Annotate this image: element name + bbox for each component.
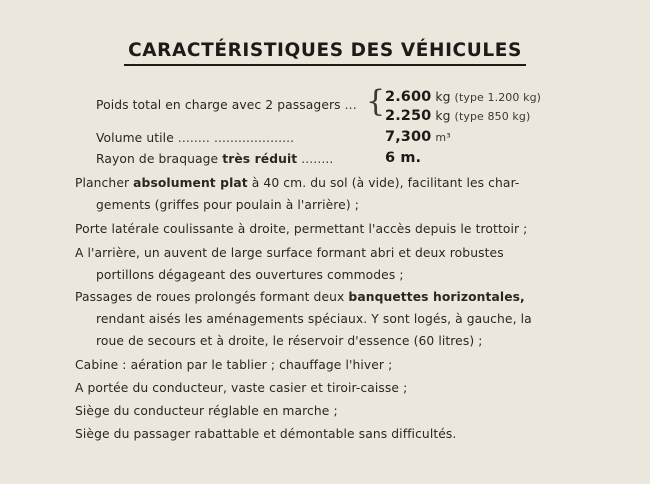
volume-value: 7,300 <box>385 129 432 145</box>
weight-value-1: 2.600 <box>385 89 432 105</box>
floor-line-2: gements (griffes pour poulain à l'arrière) ; <box>96 198 359 212</box>
brace-icon: { <box>366 84 386 119</box>
volume-leader: ........ .................... <box>177 131 295 145</box>
passenger-seat-line: Siège du passager rabattable et démontable sans difficultés. <box>75 427 457 441</box>
weight-unit-1: kg <box>435 90 451 104</box>
radius-leader: ........ <box>301 152 334 166</box>
volume-value-line <box>385 129 451 145</box>
weight-value-2-line <box>385 108 530 124</box>
door-line: Porte latérale coulissante à droite, permettant l'accès depuis le trottoir ; <box>75 222 528 236</box>
driver-seat-line: Siège du conducteur réglable en marche ; <box>75 404 338 418</box>
radius-value-line <box>385 150 421 166</box>
weight-label: Poids total en charge avec 2 passagers <box>96 98 341 112</box>
weight-leader: ... <box>344 98 357 112</box>
volume-unit: m³ <box>435 131 451 144</box>
rear-line-1: A l'arrière, un auvent de large surface formant abri et deux robustes <box>75 246 504 260</box>
weight-note-2: (type 850 kg) <box>454 110 531 123</box>
radius-label-a: Rayon de braquage <box>96 152 219 166</box>
floor-line-1: Plancher absolument plat à 40 cm. du sol (à vide), facilitant les char- <box>75 176 520 190</box>
wheels-line-1: Passages de roues prolongés formant deux banquettes horizontales, <box>75 290 525 304</box>
rear-line-2: portillons dégageant des ouvertures commodes ; <box>96 268 404 282</box>
radius-label-line <box>96 152 333 166</box>
weight-unit-2: kg <box>435 109 451 123</box>
weight-label-line <box>96 98 357 112</box>
radius-value: 6 m. <box>385 150 422 166</box>
page-title: CARACTÉRISTIQUES DES VÉHICULES <box>0 40 650 61</box>
weight-value-2: 2.250 <box>385 108 432 124</box>
weight-value-1-line <box>385 89 541 105</box>
cabin-line: Cabine : aération par le tablier ; chauffage l'hiver ; <box>75 358 393 372</box>
driver-reach-line: A portée du conducteur, vaste casier et tiroir-caisse ; <box>75 381 408 395</box>
radius-label-b: très réduit <box>222 152 298 166</box>
weight-note-1: (type 1.200 kg) <box>454 91 542 104</box>
volume-label-line <box>96 131 294 145</box>
volume-label: Volume utile <box>96 131 174 145</box>
wheels-line-2: rendant aisés les aménagements spéciaux. Y sont logés, à gauche, la <box>96 312 532 326</box>
wheels-line-3: roue de secours et à droite, le réservoir d'essence (60 litres) ; <box>96 334 483 348</box>
